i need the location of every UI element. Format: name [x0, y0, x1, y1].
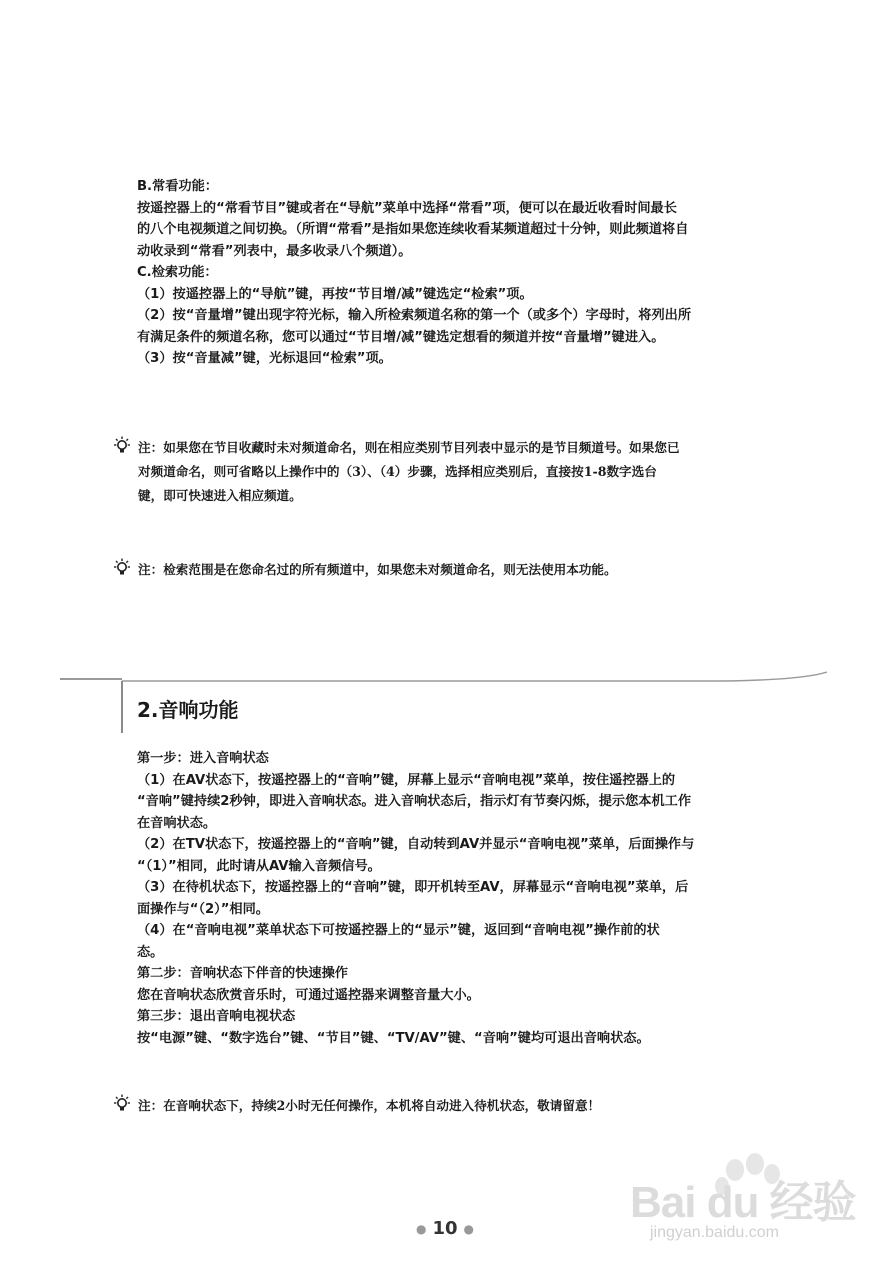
section-c-line: （1）按遥控器上的“导航”键，再按“节目增/减”键选定“检索”项。 [137, 286, 533, 302]
page-number-dot-left: ● [415, 1222, 427, 1236]
step-3-heading: 第三步：退出音响电视状态 [137, 1009, 296, 1024]
section-2-body [137, 748, 827, 1049]
section-b [137, 176, 827, 262]
lightbulb-icon [112, 558, 132, 578]
note-1-line: 对频道命名，则可省略以上操作中的（3）、（4）步骤，选择相应类别后，直接按1-8数字选台 [138, 464, 657, 479]
section-c-line: （2）按“音量增”键出现字符光标，输入所检索频道名称的第一个（或多个）字母时，将列出所 [137, 308, 692, 323]
step-1-line: （1）在AV状态下，按遥控器上的“音响”键，屏幕上显示“音响电视”菜单，按住遥控器上的 [137, 772, 676, 788]
note-2-line: 注：检索范围是在您命名过的所有频道中，如果您未对频道命名，则无法使用本功能。 [138, 562, 617, 577]
section-c-line: （3）按“音量减”键，光标退回“检索”项。 [137, 351, 392, 366]
step-1-heading: 第一步：进入音响状态 [137, 751, 269, 766]
section-b-heading: B.常看功能： [137, 179, 218, 194]
section-title: 2.音响功能 [137, 698, 239, 722]
section-b-line: 的八个电视频道之间切换。（所谓“常看”是指如果您连续收看某频道超过十分钟，则此频道将自 [137, 222, 689, 237]
page-number-dot-right: ● [463, 1222, 475, 1236]
note-1 [112, 436, 832, 508]
step-1-line: （2）在TV状态下，按遥控器上的“音响”键，自动转到AV并显示“音响电视”菜单，后面操作与 [137, 837, 695, 852]
step-1-line: “音响”键持续2秒钟，即进入音响状态。进入音响状态后，指示灯有节奏闪烁，提示您本机工作 [137, 794, 692, 809]
section-b-line: 按遥控器上的“常看节目”键或者在“导航”菜单中选择“常看”项，便可以在最近收看时间最长 [137, 200, 677, 216]
step-1-line: （4）在“音响电视”菜单状态下可按遥控器上的“显示”键，返回到“音响电视”操作前的状 [137, 923, 660, 938]
step-1-line: 面操作与“（2）”相同。 [137, 901, 269, 917]
step-1-line: （3）在待机状态下，按遥控器上的“音响”键，即开机转至AV，屏幕显示“音响电视”菜单，后 [137, 880, 689, 895]
step-1-line: “（1）”相同，此时请从AV输入音频信号。 [137, 858, 381, 874]
section-c-line: 有满足条件的频道名称，您可以通过“节目增/减”键选定想看的频道并按“音量增”键进入。 [137, 329, 665, 345]
note-3 [112, 1094, 832, 1118]
section-divider [122, 670, 827, 684]
step-1-line: 态。 [137, 944, 164, 960]
page-number-value: 10 [432, 1218, 458, 1239]
step-2-line: 您在音响状态欣赏音乐时，可通过遥控器来调整音量大小。 [137, 987, 480, 1003]
lightbulb-icon [112, 436, 132, 456]
lightbulb-icon [112, 1094, 132, 1114]
section-c [137, 262, 827, 370]
section-b-line: 动收录到“常看”列表中，最多收录八个频道）。 [137, 243, 412, 259]
step-1-line: 在音响状态。 [137, 815, 217, 831]
section-c-heading: C.检索功能： [137, 265, 218, 280]
watermark-brand: Bai du 经验 [630, 1178, 856, 1227]
note-2 [112, 558, 832, 582]
page-number [405, 1218, 485, 1239]
step-3-line: 按“电源”键、“数字选台”键、“节目”键、“TV/AV”键、“音响”键均可退出音响状态。 [137, 1030, 650, 1046]
note-1-line: 注：如果您在节目收藏时未对频道命名，则在相应类别节目列表中显示的是节目频道号。如果您已 [138, 440, 680, 455]
section-divider-left [60, 678, 122, 680]
note-1-line: 键，即可快速进入相应频道。 [138, 488, 302, 503]
note-3-line: 注：在音响状态下，持续2小时无任何操作，本机将自动进入待机状态，敬请留意！ [138, 1098, 601, 1113]
step-2-heading: 第二步：音响状态下伴音的快速操作 [137, 966, 348, 981]
section-vertical-bar [121, 681, 123, 733]
watermark-url: jingyan.baidu.com [650, 1224, 779, 1241]
